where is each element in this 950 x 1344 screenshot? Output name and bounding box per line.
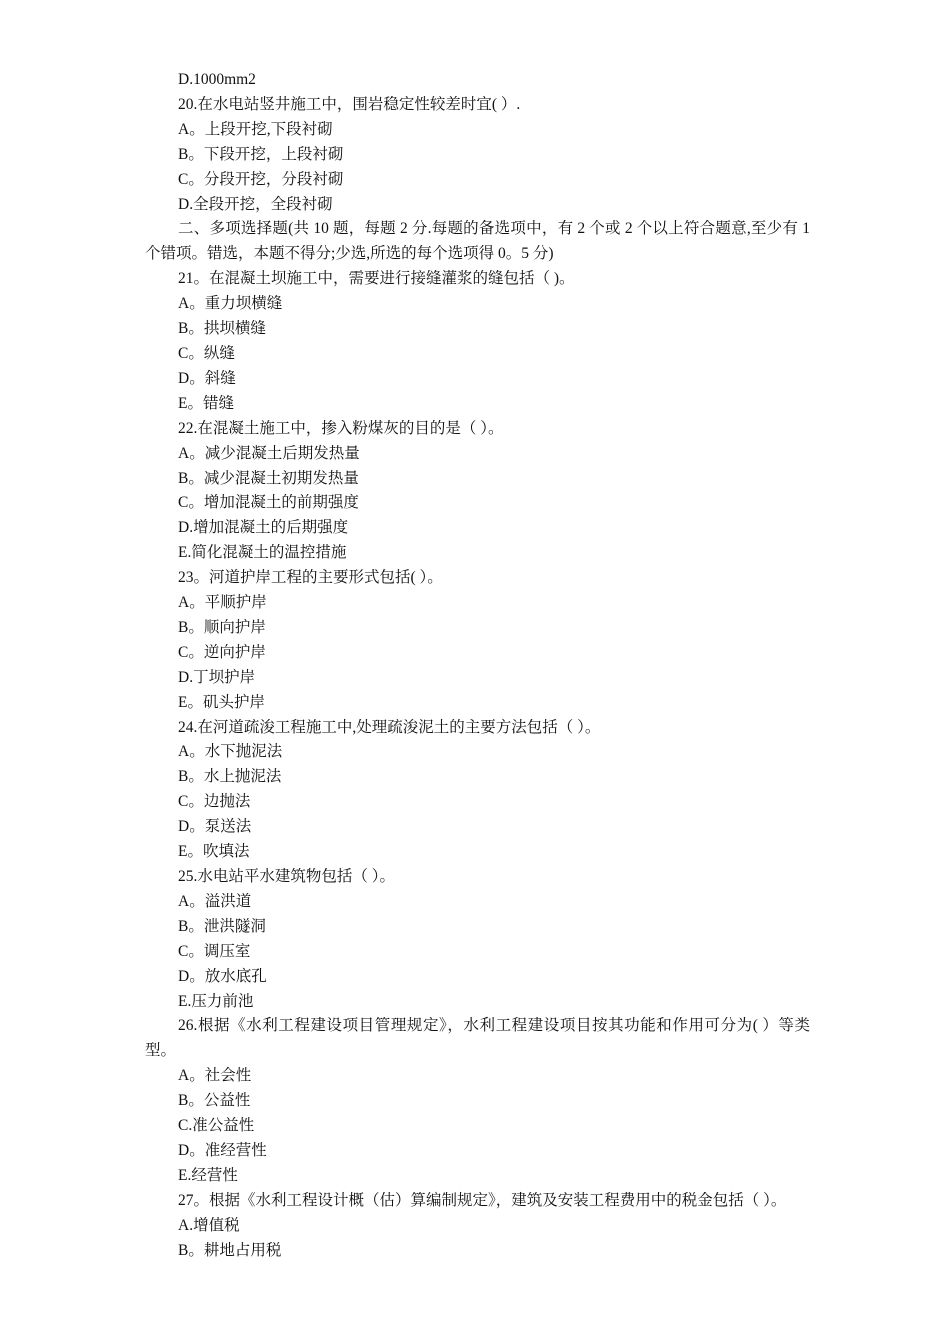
text-line: 21。在混凝土坝施工中，需要进行接缝灌浆的缝包括（ )。: [178, 270, 575, 288]
text-line: B。顺向护岸: [178, 618, 266, 636]
text-line: D。泵送法: [178, 818, 252, 836]
text-line: A。水下抛泥法: [178, 743, 283, 761]
text-line: C。逆向护岸: [178, 643, 266, 661]
text-line: B。泄洪隧洞: [178, 917, 266, 935]
text-line: A。平顺护岸: [178, 594, 267, 612]
paragraph: 26.根据《水利工程建设项目管理规定》，水利工程建设项目按其功能和作用可分为( ）等类型。: [145, 1017, 810, 1060]
text-line: B。减少混凝土初期发热量: [178, 469, 359, 487]
text-line: B。耕地占用税: [178, 1241, 282, 1259]
text-line: E。吹填法: [178, 843, 250, 861]
text-line: E.压力前池: [178, 992, 254, 1010]
text-line: E.经营性: [178, 1166, 238, 1184]
text-line: C。分段开挖，分段衬砌: [178, 170, 344, 188]
text-line: 25.水电站平水建筑物包括（ ）。: [178, 868, 396, 885]
text-line: B。公益性: [178, 1092, 251, 1110]
text-line: D.丁坝护岸: [178, 668, 256, 686]
text-line: D。准经营性: [178, 1141, 267, 1159]
text-line: D。斜缝: [178, 369, 236, 387]
paragraph: 27。根据《水利工程设计概（估）算编制规定》，建筑及安装工程费用中的税金包括（ ）。: [178, 1191, 787, 1209]
text-line: D。放水底孔: [178, 967, 267, 985]
text-line: A。溢洪道: [178, 892, 252, 910]
text-line: A。社会性: [178, 1067, 252, 1085]
text-line: D.全段开挖，全段衬砌: [178, 195, 333, 213]
text-line: A。重力坝横缝: [178, 295, 283, 313]
text-line: 23。河道护岸工程的主要形式包括( ）。: [178, 569, 443, 587]
text-line: 20.在水电站竖井施工中，围岩稳定性较差时宜( ）.: [178, 95, 521, 113]
paragraph: 二、多项选择题(共 10 题，每题 2 分.每题的备选项中，有 2 个或 2 个以上符合题意,至少有 1 个错项。错选，本题不得分;少选,所选的每个选项得 0。5 分): [145, 220, 810, 263]
text-line: B。水上抛泥法: [178, 768, 282, 786]
text-line: E。矶头护岸: [178, 693, 265, 711]
text-line: 24.在河道疏浚工程施工中,处理疏浚泥土的主要方法包括（ ）。: [178, 718, 601, 736]
text-line: C。调压室: [178, 942, 251, 960]
text-line: A。减少混凝土后期发热量: [178, 444, 360, 462]
text-line: 22.在混凝土施工中，掺入粉煤灰的目的是（ ）。: [178, 419, 504, 437]
text-line: A。上段开挖,下段衬砌: [178, 120, 333, 138]
text-line: B。拱坝横缝: [178, 320, 266, 338]
text-line: D.1000mm2: [178, 71, 256, 88]
text-line: D.增加混凝土的后期强度: [178, 519, 349, 537]
text-line: C。纵缝: [178, 344, 235, 362]
text-line: E。错缝: [178, 394, 234, 412]
text-line: C。增加混凝土的前期强度: [178, 494, 359, 512]
text-line: E.简化混凝土的温控措施: [178, 544, 347, 562]
text-line: B。下段开挖，上段衬砌: [178, 145, 344, 163]
document-body: [145, 68, 810, 1264]
text-line: C。边抛法: [178, 793, 251, 811]
text-line: C.准公益性: [178, 1117, 255, 1135]
text-line: A.增值税: [178, 1216, 240, 1234]
